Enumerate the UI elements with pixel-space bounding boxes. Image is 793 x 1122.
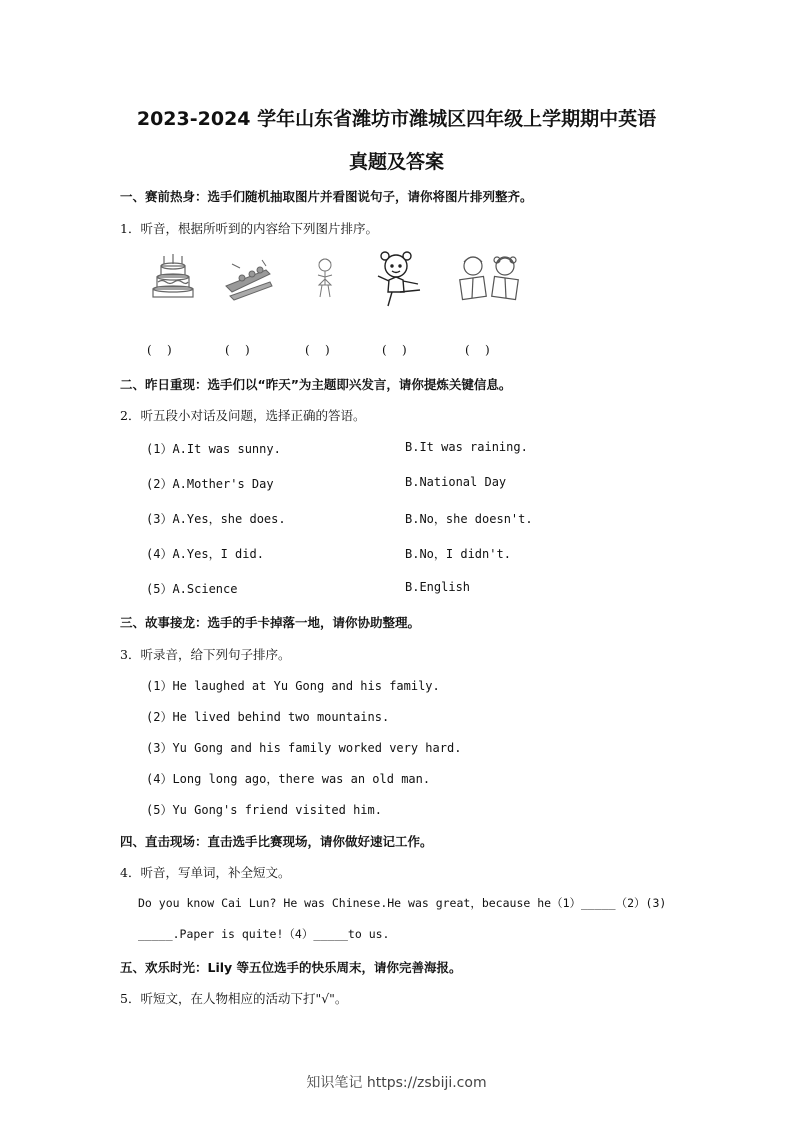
sentence-item: (3）Yu Gong and his family worked very hard. <box>146 741 462 755</box>
page-title-line2: 真题及答案 <box>348 151 444 173</box>
answer-bracket[interactable]: ( ) <box>305 343 330 357</box>
birthday-cake-icon <box>150 252 196 302</box>
page-title: 2023-2024 学年山东省潍坊市潍城区四年级上学期期中英语 <box>136 108 657 130</box>
option-b: B.No，I didn't. <box>405 547 511 561</box>
sentence-item: (4）Long long ago，there was an old man. <box>146 772 431 786</box>
dancing-girl-icon <box>374 250 424 312</box>
footer-watermark: 知识笔记 https://zsbiji.com <box>306 1075 487 1091</box>
option-a: (2）A.Mother's Day <box>146 477 274 491</box>
answer-bracket[interactable]: ( ) <box>382 343 407 357</box>
section-heading-2: 二、昨日重现：选手们以“昨天”为主题即兴发言，请你提炼关键信息。 <box>120 377 512 392</box>
option-b: B.National Day <box>405 475 507 489</box>
question-5: 5．听短文，在人物相应的活动下打"√"。 <box>120 991 348 1006</box>
option-a: (4）A.Yes，I did. <box>146 547 264 561</box>
option-b: B.It was raining. <box>405 440 528 454</box>
section-heading-5: 五、欢乐时光：Lily 等五位选手的快乐周末，请你完善海报。 <box>120 960 462 975</box>
question-4: 4．听音，写单词，补全短文。 <box>120 865 291 880</box>
question-2: 2．听五段小对话及问题，选择正确的答语。 <box>120 408 366 423</box>
girl-icon <box>310 255 340 301</box>
sentence-item: (1）He laughed at Yu Gong and his family. <box>146 679 440 693</box>
option-b: B.No，she doesn't. <box>405 512 533 526</box>
passage-line-1: Do you know Cai Lun? He was Chinese.He was great，because he（1）_____（2）(3) <box>138 896 667 910</box>
option-a: (5）A.Science <box>146 582 238 596</box>
answer-bracket[interactable]: ( ) <box>225 343 250 357</box>
answer-bracket[interactable]: ( ) <box>465 343 490 357</box>
question-1: 1．听音，根据所听到的内容给下列图片排序。 <box>120 221 378 236</box>
sentence-item: (2）He lived behind two mountains. <box>146 710 390 724</box>
section-heading-1: 一、赛前热身：选手们随机抽取图片并看图说句子，请你将图片排列整齐。 <box>120 189 533 204</box>
section-heading-4: 四、直击现场：直击选手比赛现场，请你做好速记工作。 <box>120 834 433 849</box>
option-a: (1）A.It was sunny. <box>146 442 281 456</box>
answer-bracket[interactable]: ( ) <box>147 343 172 357</box>
option-a: (3）A.Yes，she does. <box>146 512 286 526</box>
section-heading-3: 三、故事接龙：选手的手卡掉落一地，请你协助整理。 <box>120 615 421 630</box>
passage-line-2: _____.Paper is quite!（4）_____to us. <box>138 927 390 941</box>
sentence-item: (5）Yu Gong's friend visited him. <box>146 803 382 817</box>
boat-race-icon <box>222 256 274 302</box>
reading-children-icon <box>455 254 525 306</box>
option-b: B.English <box>405 580 471 594</box>
question-3: 3．听录音，给下列句子排序。 <box>120 647 291 662</box>
